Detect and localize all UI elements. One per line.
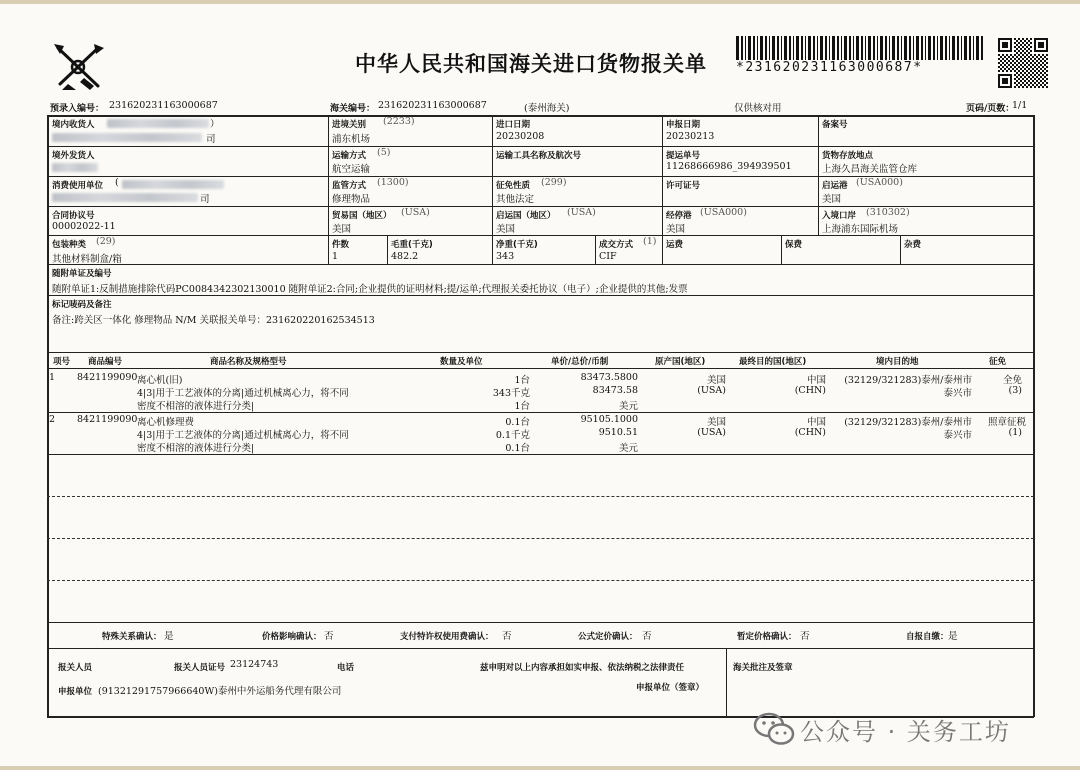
for-check-only: 仅供核对用	[734, 103, 782, 114]
storage-place: 上海久昌海关监管仓库	[822, 164, 918, 175]
grid-line	[900, 235, 901, 265]
transit-port: 美国	[666, 224, 686, 235]
origin-country: 美国	[496, 224, 516, 235]
goods-dest: 中国	[806, 375, 826, 386]
transit-port-code: (USA000)	[700, 207, 747, 218]
storage-label: 货物存放地点	[822, 151, 874, 161]
price-impact-label: 价格影响确认：	[262, 632, 322, 642]
goods-hs: 8421199090	[77, 414, 138, 425]
self-pay-value: 是	[948, 631, 958, 642]
col-qty: 数量及单位	[440, 357, 483, 367]
record-no-label: 备案号	[822, 120, 848, 130]
gross-weight: 482.2	[391, 251, 419, 262]
transport-mode-label: 运输方式	[332, 151, 367, 161]
goods-currency: 美元	[618, 443, 638, 454]
page-value: 1/1	[1012, 100, 1028, 111]
goods-unit-price: 83473.5800	[580, 372, 638, 383]
goods-total-price: 83473.58	[592, 385, 638, 396]
goods-levy-code: (1)	[1008, 427, 1022, 438]
col-dest: 最终目的国(地区)	[739, 357, 807, 367]
package-code: (29)	[96, 236, 116, 247]
departure-port-label: 启运港	[822, 181, 848, 191]
declarant-cert-label: 报关人员证号	[174, 663, 226, 673]
levy-label: 征免性质	[496, 181, 531, 191]
goods-qty-3: 1台	[514, 401, 530, 412]
col-name: 商品名称及规格型号	[210, 357, 287, 367]
declarant-label: 报关人员	[58, 663, 93, 673]
levy-nature: 其他法定	[496, 194, 535, 205]
barcode-icon	[736, 36, 984, 60]
user-unit-label: 消费使用单位	[52, 181, 104, 191]
goods-spec-2: 密度不相溶的液体进行分类|	[137, 401, 255, 412]
provisional-price-label: 暂定价格确认：	[737, 632, 797, 642]
special-relation-value: 是	[164, 631, 174, 642]
grid-line	[47, 235, 1034, 236]
royalty-value: 否	[502, 631, 512, 642]
grid-line	[726, 648, 727, 716]
supervision-label: 监管方式	[332, 181, 367, 191]
pieces-label: 件数	[332, 240, 350, 250]
origin-country-label: 启运国（地区）	[496, 211, 556, 221]
declare-seal-label: 申报单位（签章）	[636, 683, 705, 693]
insurance-label: 保费	[785, 240, 803, 250]
overseas-shipper-label: 境外发货人	[52, 151, 95, 161]
trade-country-code: (USA)	[401, 207, 430, 218]
user-unit-open: (	[115, 177, 119, 188]
redacted-shipper	[52, 163, 98, 172]
trade-country: 美国	[332, 224, 352, 235]
redacted-user-unit-name	[52, 193, 198, 202]
bl-number: 11268666986_394939501	[666, 161, 792, 172]
pre-entry-number: 231620231163000687	[109, 100, 218, 111]
goods-levy: 全免	[1002, 375, 1022, 386]
entry-customs-label: 进境关别	[332, 120, 367, 130]
consignee-name-tail: 司	[206, 134, 216, 145]
redacted-consignee-name	[52, 133, 202, 142]
transport-mode-code: (5)	[377, 147, 391, 158]
provisional-price-value: 否	[800, 631, 810, 642]
goods-domestic: (32129/321283)泰州/泰州市	[844, 417, 972, 428]
origin-country-code: (USA)	[567, 207, 596, 218]
entry-customs-code: (2233)	[383, 116, 415, 127]
frame-top	[47, 115, 1034, 117]
goods-domestic-2: 泰兴市	[943, 388, 972, 399]
license-label: 许可证号	[666, 181, 701, 191]
departure-port: 美国	[822, 194, 842, 205]
goods-seq: 1	[49, 372, 56, 383]
grid-line	[47, 352, 1034, 353]
import-date: 20230208	[496, 131, 545, 142]
goods-total-price: 9510.51	[598, 427, 638, 438]
deal-mode-label: 成交方式	[599, 240, 634, 250]
bottom-border	[0, 766, 1080, 770]
grid-line	[818, 115, 819, 235]
user-unit-tail: 司	[200, 194, 210, 205]
contract-label: 合同协议号	[52, 211, 95, 221]
marks-content: 备注:跨关区一体化 修理物品 N/M 关联报关单号：231620220162534513	[52, 315, 375, 326]
goods-qty-3: 0.1台	[505, 443, 530, 454]
deal-mode: CIF	[599, 251, 617, 262]
pre-entry-label: 预录入编号：	[50, 104, 105, 114]
grid-line	[47, 648, 1034, 649]
transport-mode: 航空运输	[332, 164, 371, 175]
vehicle-label: 运输工具名称及航次号	[496, 151, 582, 161]
gross-weight-label: 毛重(千克)	[391, 240, 433, 250]
col-domestic: 境内目的地	[876, 357, 919, 367]
docs-content: 随附单证1:反制措施排除代码PC0084342302130010 随附单证2:合同;企业提供的证明材料;提/运单;代理报关委托协议（电子）;企业提供的其他;发票	[52, 284, 688, 295]
goods-origin-code: (USA)	[697, 427, 726, 438]
goods-levy: 照章征税	[987, 417, 1026, 428]
supervision-code: (1300)	[377, 177, 409, 188]
net-weight: 343	[496, 251, 515, 262]
goods-qty-2: 0.1千克	[495, 430, 530, 441]
royalty-label: 支付特许权使用费确认：	[400, 632, 494, 642]
goods-domestic: (32129/321283)泰州/泰州市	[844, 375, 972, 386]
grid-line	[781, 235, 782, 265]
grid-line	[47, 264, 1034, 265]
goods-domestic-2: 泰兴市	[943, 430, 972, 441]
net-weight-label: 净重(千克)	[496, 240, 538, 250]
goods-dest-code: (CHN)	[794, 427, 826, 438]
redacted-user-unit-code	[122, 180, 224, 189]
top-border	[0, 0, 1080, 4]
customs-emblem-icon	[50, 40, 106, 92]
import-date-label: 进口日期	[496, 120, 531, 130]
goods-spec-1: 4|3|用于工艺液体的分离|通过机械离心力，将不同	[137, 430, 349, 441]
package-label: 包装种类	[52, 240, 87, 250]
qr-code-icon	[998, 38, 1048, 88]
transit-port-label: 经停港	[666, 211, 692, 221]
docs-label: 随附单证及编号	[52, 269, 112, 279]
special-relation-label: 特殊关系确认：	[102, 632, 162, 642]
goods-dest: 中国	[806, 417, 826, 428]
empty-row-divider	[47, 538, 1034, 539]
entry-port: 上海浦东国际机场	[822, 224, 899, 235]
pieces: 1	[332, 251, 339, 262]
goods-origin-code: (USA)	[697, 385, 726, 396]
customs-number: 231620231163000687	[378, 100, 487, 111]
formula-price-value: 否	[642, 631, 652, 642]
formula-price-label: 公式定价确认：	[578, 632, 638, 642]
declare-date-label: 申报日期	[666, 120, 701, 130]
goods-qty-2: 343千克	[492, 388, 530, 399]
goods-levy-code: (3)	[1008, 385, 1022, 396]
package-type: 其他材料制盒/箱	[52, 254, 122, 265]
grid-line	[387, 235, 388, 265]
goods-dest-code: (CHN)	[794, 385, 826, 396]
goods-unit-price: 95105.1000	[580, 414, 638, 425]
entry-port-label: 入境口岸	[822, 211, 857, 221]
grid-line	[492, 115, 493, 265]
declarant-cert-number: 23124743	[230, 659, 279, 670]
goods-spec-2: 密度不相溶的液体进行分类|	[137, 443, 255, 454]
col-levy: 征免	[989, 357, 1007, 367]
empty-row-divider	[47, 496, 1034, 497]
goods-seq: 2	[49, 414, 56, 425]
deal-mode-code: (1)	[643, 236, 657, 247]
goods-qty-1: 0.1台	[505, 417, 530, 428]
levy-code: (299)	[541, 177, 567, 188]
customs-no-label: 海关编号：	[330, 104, 376, 114]
customs-note-label: 海关批注及签章	[733, 663, 793, 673]
goods-name: 离心机修理费	[137, 417, 195, 428]
entry-port-code: (310302)	[866, 207, 910, 218]
goods-spec-1: 4|3|用于工艺液体的分离|通过机械离心力，将不同	[137, 388, 349, 399]
contract-number: 00002022-11	[52, 221, 116, 232]
legal-statement: 兹申明对以上内容承担如实申报、依法纳税之法律责任	[480, 663, 685, 673]
page-label: 页码/页数：	[966, 104, 1015, 114]
watermark-text: 公众号 · 关务工坊	[800, 718, 1011, 746]
barcode-number: *2316202311630006​87*	[736, 60, 923, 75]
empty-row-divider	[47, 580, 1034, 581]
goods-name: 离心机(旧)	[137, 375, 183, 386]
phone-label: 电话	[337, 663, 355, 673]
grid-line	[47, 368, 1034, 369]
marks-label: 标记唛码及备注	[52, 300, 112, 310]
row-divider	[47, 412, 1034, 413]
customs-office: (泰州海关)	[524, 103, 570, 114]
supervision-mode: 修理物品	[332, 194, 371, 205]
grid-line	[47, 622, 1034, 623]
declare-unit: (91321291757966640W)泰州中外运船务代理有限公司	[98, 686, 342, 697]
col-price: 单价/总价/币制	[551, 357, 609, 367]
goods-origin: 美国	[706, 375, 726, 386]
grid-line	[662, 115, 663, 265]
grid-line	[595, 235, 596, 265]
col-hs: 商品编号	[88, 357, 123, 367]
goods-hs: 8421199090	[77, 372, 138, 383]
grid-line	[47, 146, 1034, 147]
consignee-label: 境内收货人	[52, 120, 95, 130]
freight-label: 运费	[666, 240, 684, 250]
grid-line	[328, 115, 329, 265]
self-pay-label: 自报自缴：	[906, 632, 949, 642]
entry-customs-name: 浦东机场	[332, 134, 371, 145]
goods-qty-1: 1台	[514, 375, 530, 386]
misc-label: 杂费	[904, 240, 922, 250]
declare-date: 20230213	[666, 131, 715, 142]
col-seq: 项号	[53, 357, 71, 367]
trade-country-label: 贸易国（地区）	[332, 211, 392, 221]
document-title: 中华人民共和国海关进口货物报关单	[355, 52, 707, 76]
price-impact-value: 否	[324, 631, 334, 642]
wechat-icon	[752, 710, 796, 748]
departure-port-code: (USA000)	[856, 177, 903, 188]
goods-origin: 美国	[706, 417, 726, 428]
redacted-consignee-code	[107, 119, 209, 128]
consignee-tail: ）	[210, 119, 220, 130]
col-origin: 原产国(地区)	[655, 357, 706, 367]
bl-label: 提运单号	[666, 151, 701, 161]
declare-unit-label: 申报单位	[58, 687, 93, 697]
grid-line	[47, 295, 1034, 296]
goods-currency: 美元	[618, 401, 638, 412]
row-divider	[47, 454, 1034, 455]
